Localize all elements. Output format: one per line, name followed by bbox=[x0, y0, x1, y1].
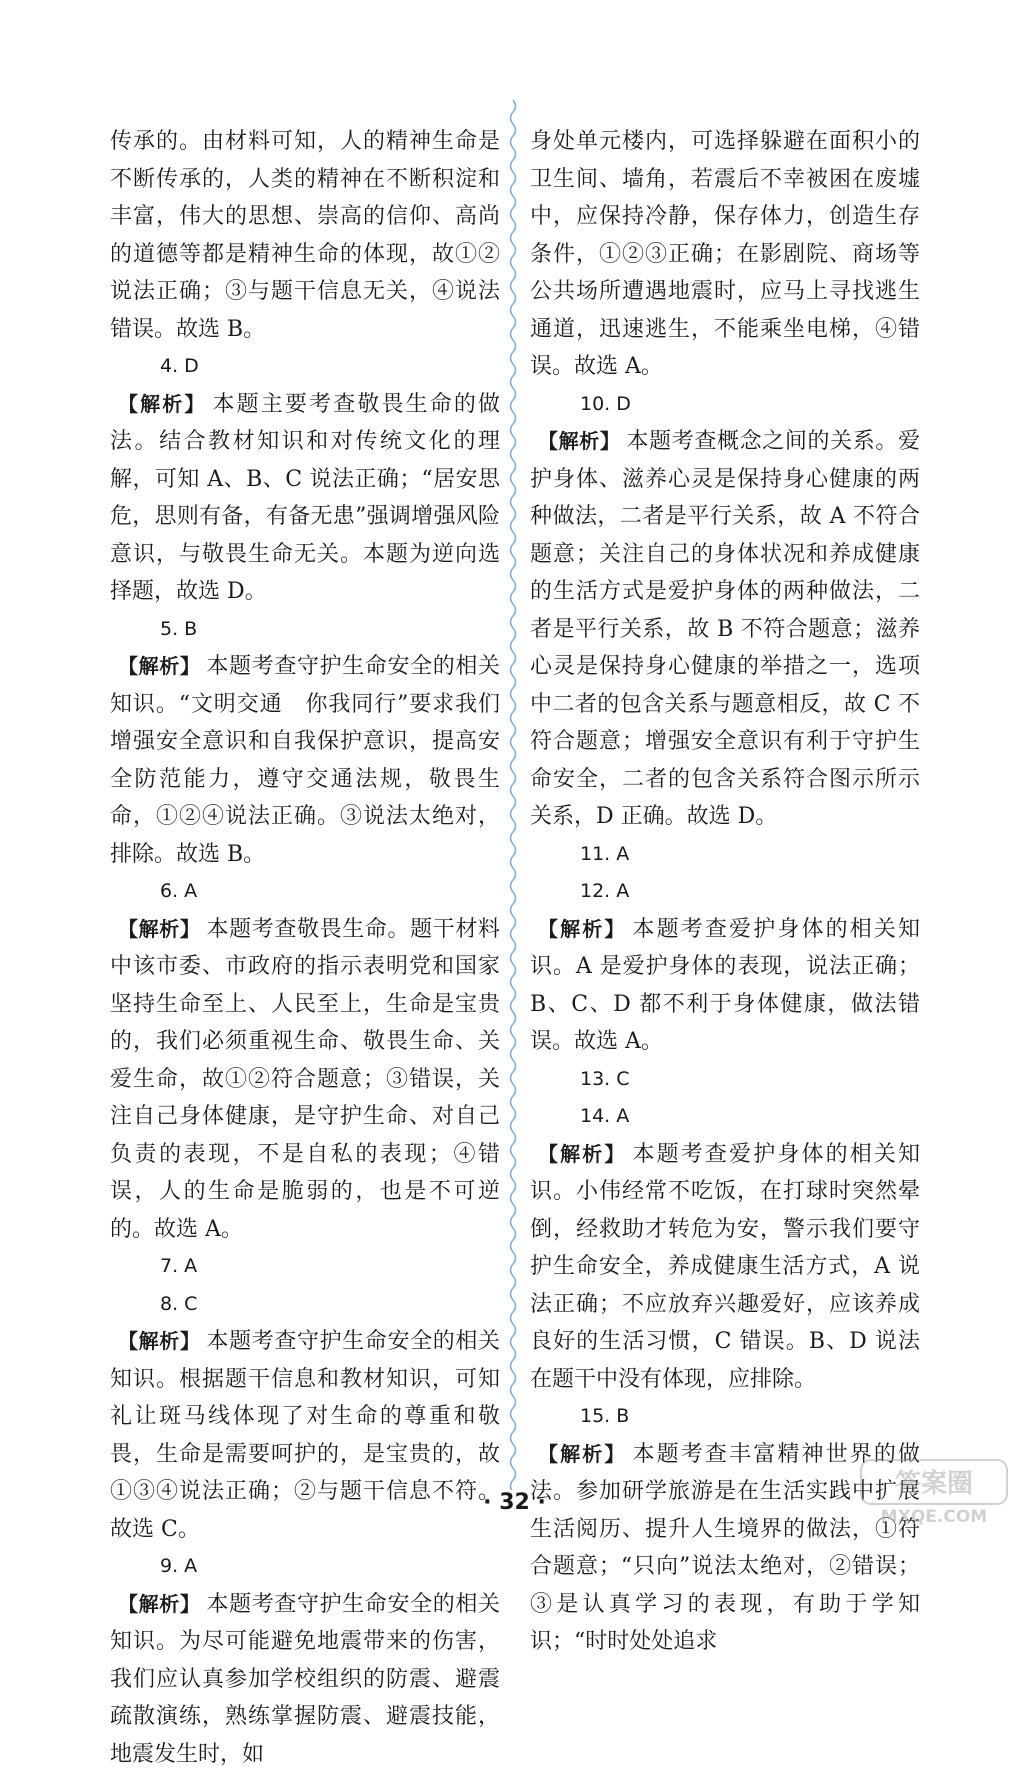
answer-key: 4. D bbox=[110, 348, 500, 386]
analysis-text: 本题主要考查敬畏生命的做法。结合教材知识和对传统文化的理解，可知 A、B、C 说法正确；“居安思危，思则有备，有备无患”强调增强风险意识，与敬畏生命无关。本题为逆向选择题，故选 D。 bbox=[110, 392, 500, 605]
analysis-paragraph bbox=[110, 1586, 500, 1773]
analysis-paragraph bbox=[110, 911, 500, 1249]
wavy-column-divider bbox=[506, 100, 520, 1490]
analysis-text: 本题考查守护生命安全的相关知识。“文明交通 你我同行”要求我们增强安全意识和自我保护意识，提高安全防范能力，遵守交通法规，敬畏生命，①②④说法正确。③说法太绝对，排除。故选 B。 bbox=[110, 654, 500, 867]
analysis-tag: 【解析】 bbox=[118, 1329, 201, 1353]
analysis-paragraph bbox=[530, 423, 920, 836]
continued-paragraph: 身处单元楼内，可选择躲避在面积小的卫生间、墙角，若震后不幸被困在废墟中，应保持冷静，保存体力，创造生存条件，①②③正确；在影剧院、商场等公共场所遭遇地震时，应马上寻找逃生通道，迅速逃生，不能乘坐电梯，④错误。故选 A。 bbox=[530, 123, 920, 386]
analysis-text: 本题考查守护生命安全的相关知识。根据题干信息和教材知识，可知礼让斑马线体现了对生命的尊重和敬畏，生命是需要呵护的，是宝贵的，故①③④说法正确；②与题干信息不符。故选 C。 bbox=[110, 1329, 500, 1542]
answer-key: 7. A bbox=[110, 1248, 500, 1286]
analysis-tag: 【解析】 bbox=[538, 917, 627, 941]
analysis-text: 本题考查丰富精神世界的做法。参加研学旅游是在生活实践中扩展生活阅历、提升人生境界的做法，①符合题意；“只向”说法太绝对，②错误；③是认真学习的表现，有助于学知识；“时时处处追求 bbox=[530, 1442, 920, 1655]
analysis-text: 本题考查爱护身体的相关知识。A 是爱护身体的表现，说法正确；B、C、D 都不利于身体健康，做法错误。故选 A。 bbox=[530, 917, 920, 1055]
analysis-text: 本题考查爱护身体的相关知识。小伟经常不吃饭，在打球时突然晕倒，经救助才转危为安，警示我们要守护生命安全，养成健康生活方式，A 说法正确；不应放弃兴趣爱好，应该养成良好的生活习惯，C 错误。B、D 说法在题干中没有体现，应排除。 bbox=[530, 1142, 920, 1392]
analysis-tag: 【解析】 bbox=[118, 917, 201, 941]
analysis-tag: 【解析】 bbox=[538, 429, 621, 453]
watermark-text: 答案圈 bbox=[895, 1469, 973, 1499]
answer-key: 9. A bbox=[110, 1548, 500, 1586]
analysis-paragraph bbox=[530, 1136, 920, 1399]
analysis-paragraph bbox=[530, 911, 920, 1061]
answer-key: 15. B bbox=[530, 1398, 920, 1436]
analysis-paragraph bbox=[110, 386, 500, 611]
analysis-paragraph bbox=[110, 648, 500, 873]
answer-key: 6. A bbox=[110, 873, 500, 911]
analysis-text: 本题考查敬畏生命。题干材料中该市委、市政府的指示表明党和国家坚持生命至上、人民至上，生命是宝贵的，我们必须重视生命、敬畏生命、关爱生命，故①②符合题意；③错误，关注自己身体健康，是守护生命、对自己负责的表现，不是自私的表现；④错误，人的生命是脆弱的，也是不可逆的。故选 A。 bbox=[110, 917, 500, 1242]
analysis-text: 本题考查守护生命安全的相关知识。为尽可能避免地震带来的伤害，我们应认真参加学校组织的防震、避震疏散演练，熟练掌握防震、避震技能，地震发生时，如 bbox=[110, 1592, 500, 1767]
answer-key: 13. C bbox=[530, 1061, 920, 1099]
analysis-text: 本题考查概念之间的关系。爱护身体、滋养心灵是保持身心健康的两种做法，二者是平行关系，故 A 不符合题意；关注自己的身体状况和养成健康的生活方式是爱护身体的两种做法，二者是平行关系，故 B 不符合题意；滋养心灵是保持身心健康的举措之一，选项中二者的包含关系与题意相反，故 C 不符合题意；增强安全意识有利于守护生命安全，二者的包含关系符合图示所示关系，D 正确。故选 D。 bbox=[530, 429, 920, 829]
watermark-logo bbox=[859, 1456, 1009, 1528]
analysis-tag: 【解析】 bbox=[118, 654, 201, 678]
analysis-tag: 【解析】 bbox=[538, 1142, 627, 1166]
analysis-tag: 【解析】 bbox=[118, 1592, 201, 1616]
answer-key: 5. B bbox=[110, 611, 500, 649]
page-number: · 32 · bbox=[0, 1490, 1029, 1515]
analysis-tag: 【解析】 bbox=[538, 1442, 627, 1466]
answer-key: 14. A bbox=[530, 1098, 920, 1136]
analysis-tag: 【解析】 bbox=[118, 392, 207, 416]
watermark-domain: MXQE.COM bbox=[881, 1507, 987, 1527]
right-column bbox=[530, 123, 920, 1661]
answer-key: 11. A bbox=[530, 836, 920, 874]
continued-paragraph: 传承的。由材料可知，人的精神生命是不断传承的，人类的精神在不断积淀和丰富，伟大的思想、崇高的信仰、高尚的道德等都是精神生命的体现，故①②说法正确；③与题干信息无关，④说法错误。故选 B。 bbox=[110, 123, 500, 348]
answer-key: 8. C bbox=[110, 1286, 500, 1324]
answer-key: 10. D bbox=[530, 386, 920, 424]
answer-key: 12. A bbox=[530, 873, 920, 911]
left-column bbox=[110, 123, 500, 1773]
